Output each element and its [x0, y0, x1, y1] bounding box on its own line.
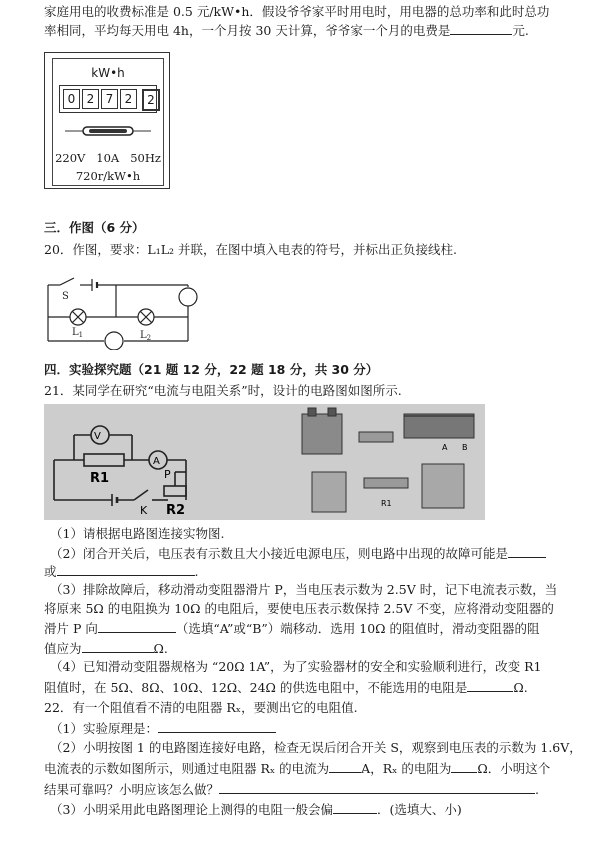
meter-unit: kW•h — [91, 66, 125, 80]
answer-blank-reliability[interactable] — [219, 781, 535, 794]
lamp2-label: $L_2$ — [140, 330, 152, 342]
q21-part3-line4: 值应为 Ω. — [44, 641, 168, 656]
answer-blank-direction[interactable] — [98, 620, 176, 633]
question-21: 21．某同学在研究“电流与电阻关系”时，设计的电路图如图所示. — [44, 383, 402, 398]
photo-r2-label: R2 — [166, 503, 186, 518]
meter-digit: 7 — [101, 89, 118, 109]
intro-line-2: 率相同，平均每天用电 4h，一个月按 30 天计算，爷爷家一个月的电费是 元. — [44, 23, 529, 38]
q21-part3-line1: （3）排除故障后，移动滑动变阻器滑片 P，当电压表示数为 2.5V 时，记下电流表示数，当 — [50, 582, 558, 597]
photo-k-label: K — [140, 504, 148, 517]
switch-label: S — [62, 291, 69, 302]
q22-part3: （3）小明采用此电路图理论上测得的电阻一般会偏 ．(选填大、小) — [50, 802, 462, 817]
photo-b-terminal-label: B — [462, 443, 468, 452]
section-4-title: 四．实验探究题（21 题 12 分，22 题 18 分，共 30 分） — [44, 362, 379, 377]
circuit-diagram-parallel — [40, 265, 210, 350]
answer-blank-principle[interactable] — [158, 720, 276, 733]
photo-r1-label: R1 — [90, 471, 110, 486]
question-22: 22．有一个阻值看不清的电阻器 Rₓ，要测出它的电阻值. — [44, 700, 358, 715]
q21-part2-cont: 或 . — [44, 564, 199, 579]
answer-blank-bias[interactable] — [333, 801, 377, 814]
meter-digit: 2 — [82, 89, 99, 109]
q21-part4-line1: （4）已知滑动变阻器规格为 “20Ω 1A”，为了实验器材的安全和实验顺利进行，改变 R1 — [50, 659, 542, 674]
answer-blank-rx[interactable] — [451, 760, 477, 773]
q21-part3-line3: 滑片 P 向 （选填“A”或“B”）端移动．选用 10Ω 的阻值时，滑动变阻器的阻 — [44, 621, 540, 636]
answer-blank-unusable-resistor[interactable] — [467, 679, 513, 692]
electric-meter-figure — [44, 52, 170, 189]
q22-part2-line2: 电流表的示数如图所示，则通过电阻器 Rₓ 的电流为 A，Rₓ 的电阻为 Ω．小明这个 — [44, 761, 551, 776]
q21-part2: （2）闭合开关后，电压表有示数且大小接近电源电压，则电路中出现的故障可能是 — [50, 545, 546, 562]
answer-blank-fault1[interactable] — [508, 545, 546, 558]
photo-a-label: A — [153, 456, 160, 467]
experiment-photo-illustration — [44, 404, 485, 520]
photo-a-terminal-label: A — [442, 443, 448, 452]
question-20: 20．作图，要求：L₁L₂ 并联，在图中填入电表的符号，并标出正负接线柱. — [44, 242, 457, 257]
answer-blank-resistance[interactable] — [82, 640, 154, 653]
photo-p-label: P — [164, 468, 171, 481]
meter-digit-box — [59, 85, 157, 113]
section-3-title: 三．作图（6 分） — [44, 220, 145, 235]
meter-disc-icon — [53, 121, 163, 141]
answer-blank-fault2[interactable] — [57, 563, 195, 576]
answer-blank-bill[interactable] — [450, 22, 512, 35]
photo-v-label: V — [94, 431, 101, 442]
q22-part1: （1）实验原理是： — [50, 720, 276, 737]
answer-blank-current[interactable] — [329, 760, 361, 773]
q22-part2-line1: （2）小明按图 1 的电路图连接好电路，检查无误后闭合开关 S，观察到电压表的示数为 1.6V， — [50, 740, 582, 755]
q21-part4-line2: 阻值时，在 5Ω、8Ω、10Ω、12Ω、24Ω 的供选电阻中，不能选用的电阻是 Ω. — [44, 680, 528, 695]
lamp1-label: $L_1$ — [72, 327, 84, 339]
q21-part1: （1）请根据电路图连接实物图. — [50, 526, 225, 541]
intro-line-1: 家庭用电的收费标准是 0.5 元/kW•h．假设爷爷家平时用电时，用电器的总功率和此时总功 — [44, 4, 550, 19]
q21-part3-line2: 将原来 5Ω 的电阻换为 10Ω 的电阻后，要使电压表示数保持 2.5V 不变，应将滑动变阻器的 — [44, 601, 554, 616]
meter-spec: 220V 10A 50Hz — [55, 151, 161, 165]
experiment-photo — [44, 404, 485, 520]
q22-part2-line3: 结果可靠吗？小明应该怎么做？ . — [44, 782, 539, 797]
photo-r1b-label: R1 — [381, 499, 392, 508]
meter-decimal-digit: 2 — [142, 89, 160, 111]
meter-rate: 720r/kW•h — [75, 169, 141, 183]
meter-digit: 0 — [63, 89, 80, 109]
meter-digit: 2 — [120, 89, 137, 109]
